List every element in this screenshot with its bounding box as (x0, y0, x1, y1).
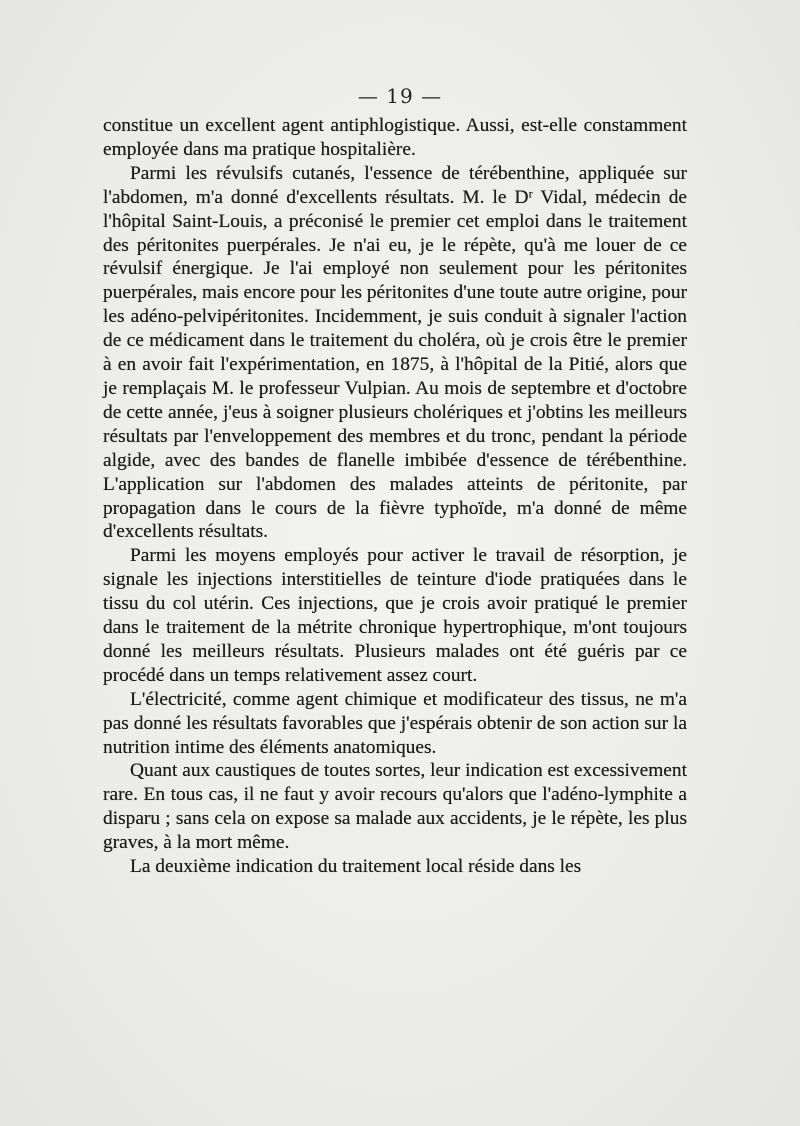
paragraph-4: L'électricité, comme agent chimique et modificateur des tissus, ne m'a pas donné les résultats favorables que j'espérais obtenir de son action sur la nutrition intime des éléments anatomiques. (103, 688, 687, 758)
paragraph-3: Parmi les moyens employés pour activer le travail de résorption, je signale les injections interstitielles de teinture d'iode pratiquées dans le tissu du col utérin. Ces injections, que je crois avoir pratiqué le premier dans le traitement de la métrite chronique hypertrophique, m'ont toujours donné les meilleurs résultats. Plusieurs malades ont été guéris par ce procédé dans un temps relativement assez court. (103, 545, 687, 686)
paragraph-6: La deuxième indication du traitement local réside dans les (130, 856, 582, 878)
paragraph-1: constitue un excellent agent antiphlogistique. Aussi, est-elle constamment employée dans ma pratique hospitalière. (103, 115, 687, 160)
body-text (103, 114, 687, 879)
paragraph-5: Quant aux caustiques de toutes sortes, leur indication est excessivement rare. En tous cas, il ne faut y avoir recours qu'alors que l'adéno-lymphite a disparu ; sans cela on expose sa malade aux accidents, je le répète, les plus graves, à la mort même. (103, 760, 687, 854)
page-number: — 19 — (357, 84, 443, 108)
paragraph-2: Parmi les révulsifs cutanés, l'essence de térébenthine, appliquée sur l'abdomen, m'a donné d'excellents résultats. M. le Dʳ Vidal, médecin de l'hôpital Saint-Louis, a préconisé le premier cet emploi dans le traitement des péritonites puerpérales. Je n'ai eu, je le répète, qu'à me louer de ce révulsif énergique. Je l'ai employé non seulement pour les péritonites puerpérales, mais encore pour les péritonites d'une toute autre origine, pour les adéno-pelvipéritonites. Incidemment, je suis conduit à signaler l'action de ce médicament dans le traitement du choléra, où je crois être le premier à en avoir fait l'expérimentation, en 1875, à l'hôpital de la Pitié, alors que je remplaçais M. le professeur Vulpian. Au mois de septembre et d'octobre de cette année, j'eus à soigner plusieurs cholériques et j'obtins les meilleurs résultats par l'enveloppement des membres et du tronc, pendant la période algide, avec des bandes de flanelle imbibée d'essence de térébenthine. L'application sur l'abdomen des malades atteints de péritonite, par propagation dans le cours de la fièvre typhoïde, m'a donné de même d'excellents résultats. (103, 162, 687, 543)
